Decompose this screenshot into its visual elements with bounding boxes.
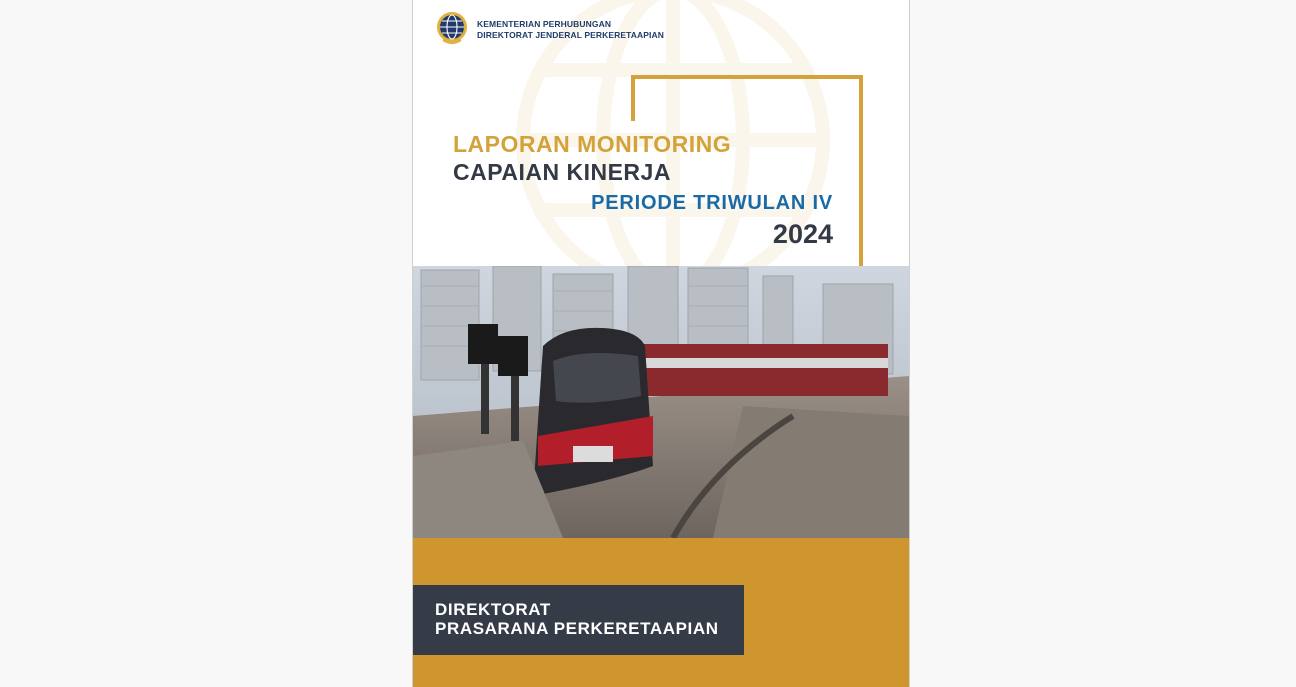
title-frame-accent <box>631 75 635 121</box>
report-title-line-2: CAPAIAN KINERJA <box>453 159 671 185</box>
organization-line-1: KEMENTERIAN PERHUBUNGAN <box>477 19 612 29</box>
report-title-line-1: LAPORAN MONITORING <box>453 131 732 157</box>
directorate-line-1: DIREKTORAT <box>435 600 551 619</box>
directorate-label <box>413 585 744 655</box>
report-cover-page <box>412 0 910 687</box>
lrt-train-photo <box>413 266 909 538</box>
ministry-logo-icon <box>435 10 469 46</box>
report-period: PERIODE TRIWULAN IV <box>591 192 833 214</box>
directorate-line-2: PRASARANA PERKERETAAPIAN <box>435 619 719 638</box>
organization-line-2: DIREKTORAT JENDERAL PERKERETAAPIAN <box>477 30 664 40</box>
organization-name <box>477 19 664 41</box>
report-year: 2024 <box>772 219 833 249</box>
